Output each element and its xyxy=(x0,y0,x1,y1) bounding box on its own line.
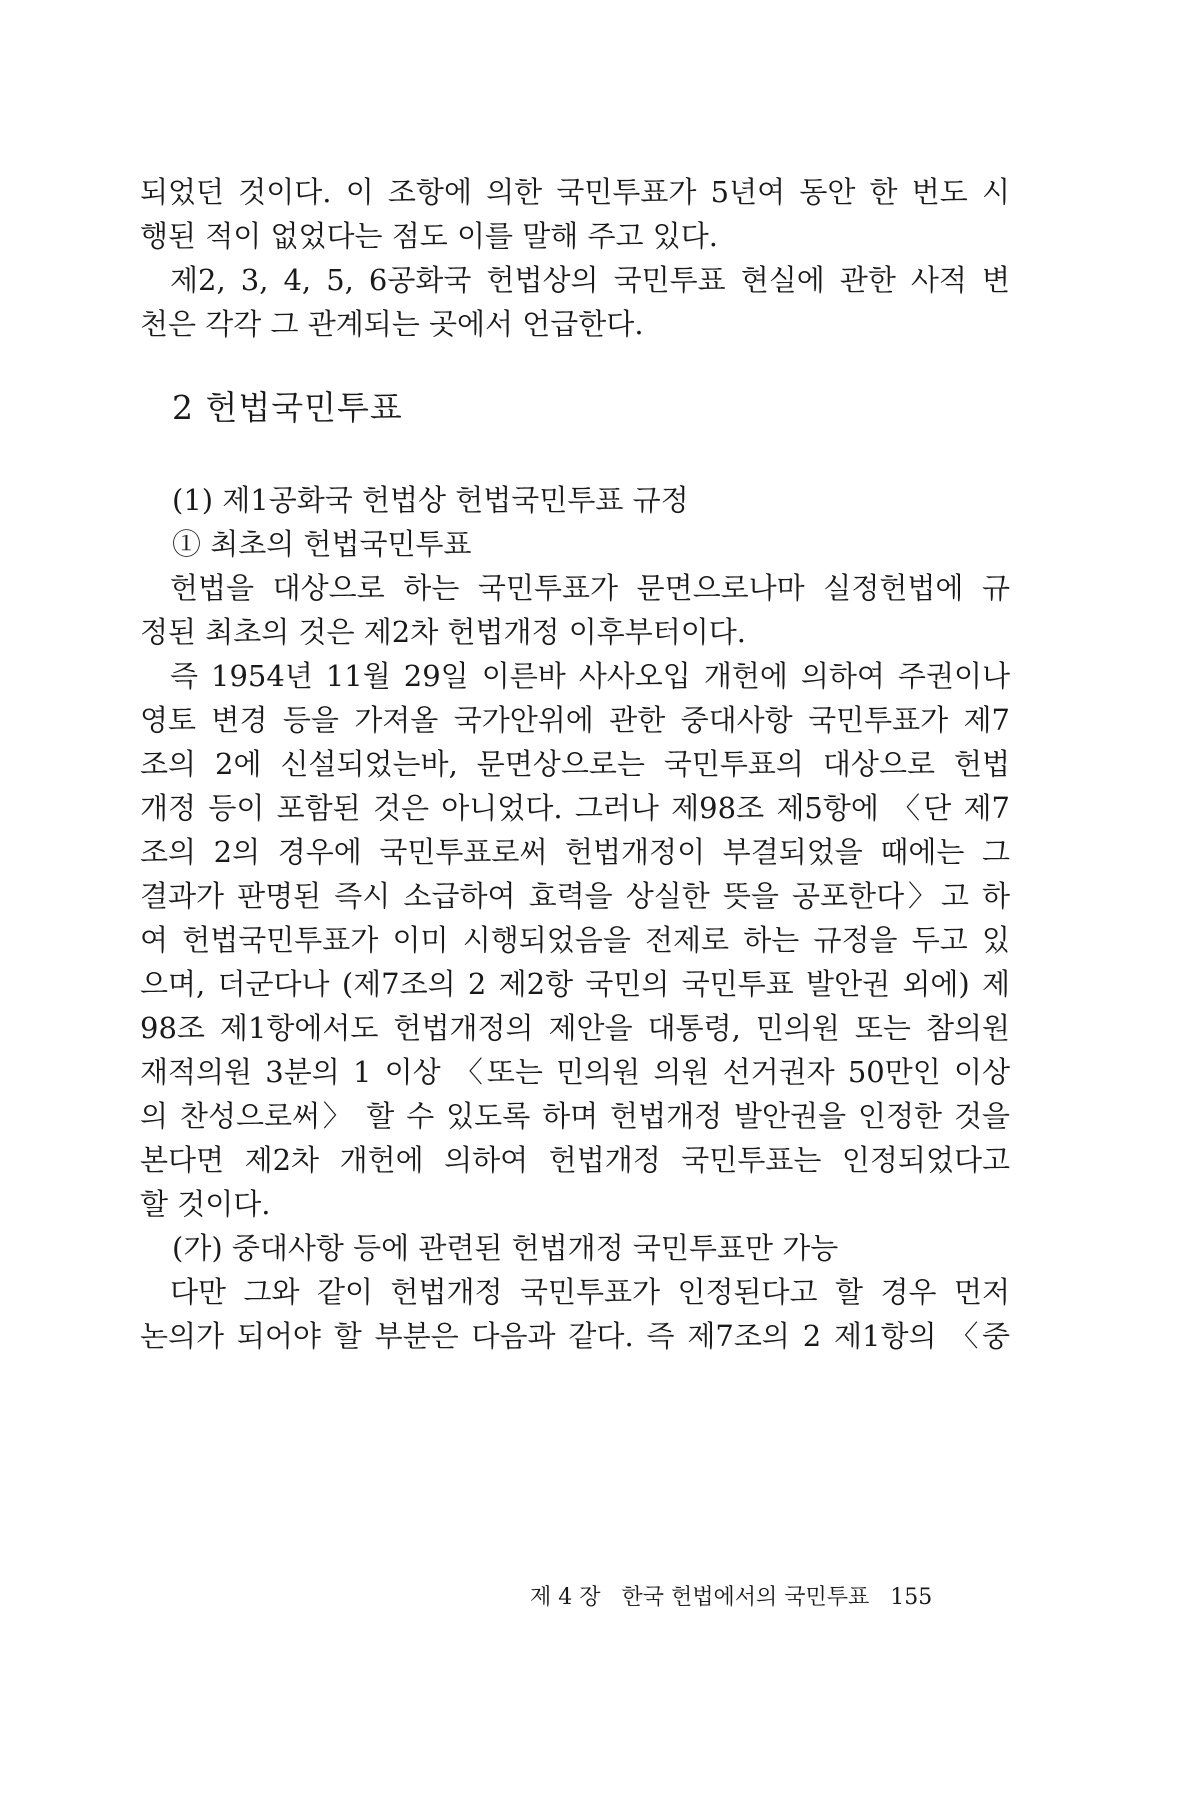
text-line: 으며, 더군다나 (제7조의 2 제2항 국민의 국민투표 발안권 외에) 제 xyxy=(140,967,1010,1001)
footer-chapter-title: 한국 헌법에서의 국민투표 xyxy=(621,1585,870,1610)
text-line: 할 것이다. xyxy=(140,1187,271,1221)
text-line: 재적의원 3분의 1 이상 〈또는 민의원 의원 선거권자 50만인 이상 xyxy=(140,1055,1010,1089)
text-line: 행된 적이 없었다는 점도 이를 말해 주고 있다. xyxy=(140,219,718,253)
text-line: 다만 그와 같이 헌법개정 국민투표가 인정된다고 할 경우 먼저 xyxy=(170,1275,1010,1309)
subsection-heading: (1) 제1공화국 헌법상 헌법국민투표 규정 xyxy=(172,483,689,517)
text-line: 의 찬성으로써〉 할 수 있도록 하며 헌법개정 발안권을 인정한 것을 xyxy=(140,1099,1010,1133)
text-line: 제2, 3, 4, 5, 6공화국 헌법상의 국민투표 현실에 관한 사적 변 xyxy=(170,263,1010,297)
text-line: 정된 최초의 것은 제2차 헌법개정 이후부터이다. xyxy=(140,615,747,649)
item-heading: ① 최초의 헌법국민투표 xyxy=(172,527,472,561)
text-line: 본다면 제2차 개헌에 의하여 헌법개정 국민투표는 인정되었다고 xyxy=(140,1143,1010,1177)
text-line: 개정 등이 포함된 것은 아니었다. 그러나 제98조 제5항에 〈단 제7 xyxy=(140,791,1010,825)
text-line: 영토 변경 등을 가져올 국가안위에 관한 중대사항 국민투표가 제7 xyxy=(140,703,1010,737)
text-line: 결과가 판명된 즉시 소급하여 효력을 상실한 뜻을 공포한다〉고 하 xyxy=(140,879,1010,913)
text-line: 98조 제1항에서도 헌법개정의 제안을 대통령, 민의원 또는 참의원 xyxy=(140,1011,1010,1045)
text-line: 조의 2의 경우에 국민투표로써 헌법개정이 부결되었을 때에는 그 xyxy=(140,835,1010,869)
text-line: 천은 각각 그 관계되는 곳에서 언급한다. xyxy=(140,307,644,341)
text-line: 즉 1954년 11월 29일 이른바 사사오입 개헌에 의하여 주권이나 xyxy=(170,659,1010,693)
page-footer xyxy=(530,1583,932,1613)
text-line: 헌법을 대상으로 하는 국민투표가 문면으로나마 실정헌법에 규 xyxy=(170,571,1010,605)
text-line: 되었던 것이다. 이 조항에 의한 국민투표가 5년여 동안 한 번도 시 xyxy=(140,175,1010,209)
text-line: 조의 2에 신설되었는바, 문면상으로는 국민투표의 대상으로 헌법 xyxy=(140,747,1010,781)
page-number: 155 xyxy=(890,1585,933,1610)
section-heading: 2 헌법국민투표 xyxy=(172,388,403,427)
text-line: 여 헌법국민투표가 이미 시행되었음을 전제로 하는 규정을 두고 있 xyxy=(140,923,1010,957)
sub-item-heading: (가) 중대사항 등에 관련된 헌법개정 국민투표만 가능 xyxy=(172,1231,839,1265)
text-line: 논의가 되어야 할 부분은 다음과 같다. 즉 제7조의 2 제1항의 〈중 xyxy=(140,1319,1010,1353)
footer-chapter: 제 4 장 xyxy=(530,1585,601,1610)
